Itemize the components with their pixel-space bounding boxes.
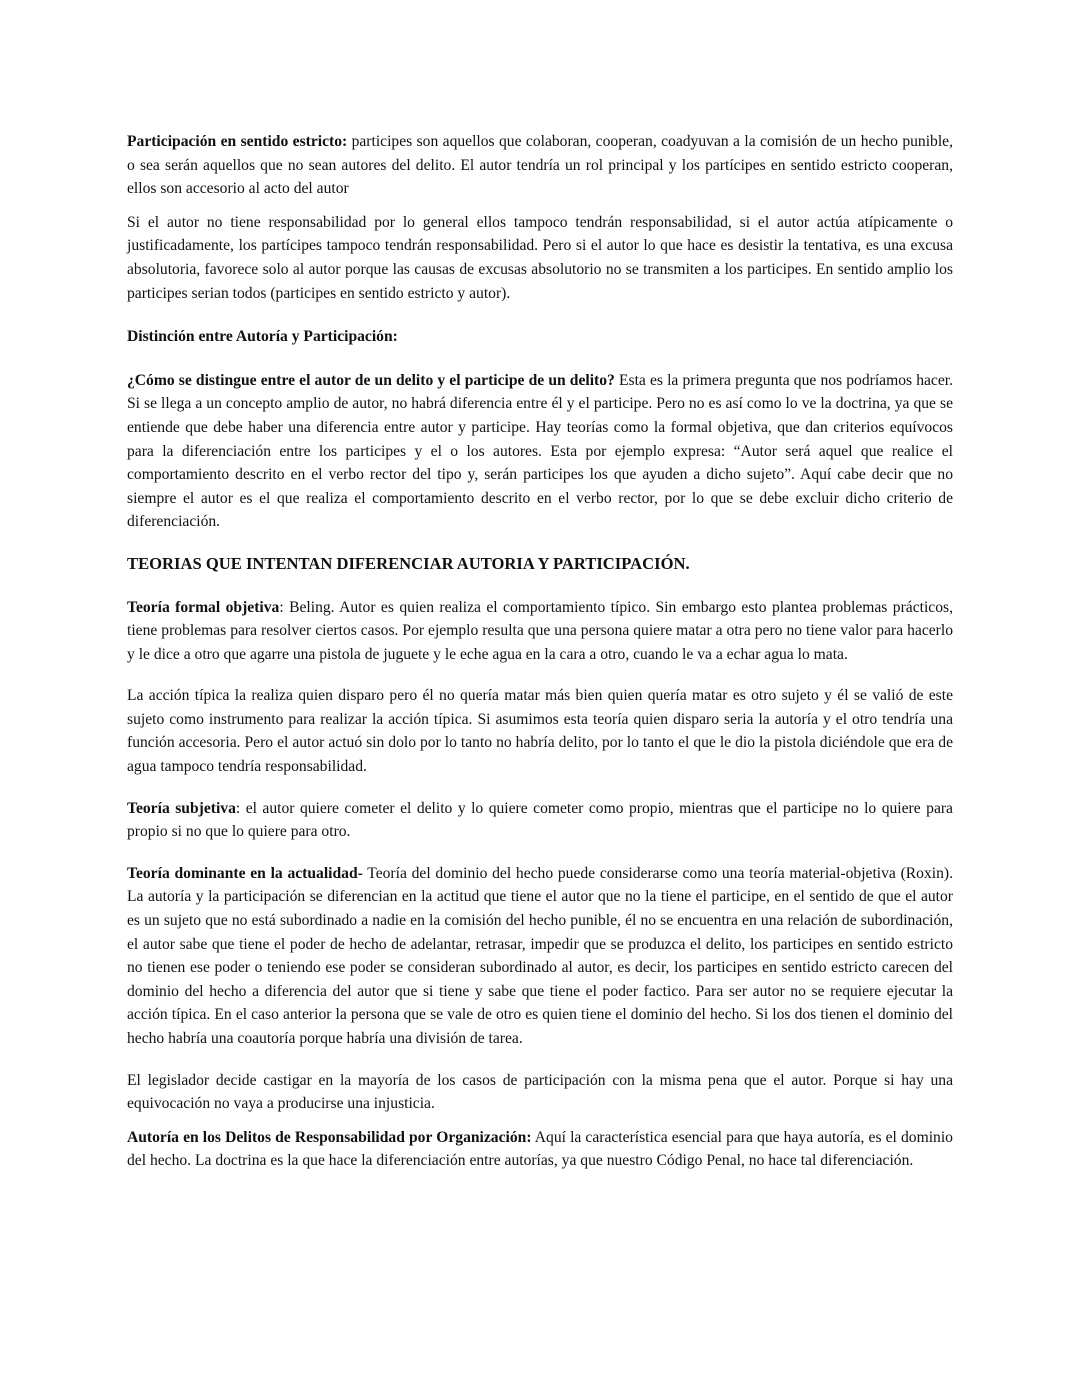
- paragraph-lead: Teoría dominante en la actualidad-: [127, 864, 363, 882]
- paragraph-como-distingue: [127, 369, 953, 534]
- document-page: [127, 130, 953, 1173]
- section-heading-distincion: Distinción entre Autoría y Participación:: [127, 328, 398, 346]
- paragraph-autoria-organizacion: [127, 1126, 953, 1173]
- paragraph-participacion-estricto: [127, 130, 953, 201]
- paragraph-lead: ¿Cómo se distingue entre el autor de un delito y el participe de un delito?: [127, 371, 615, 389]
- paragraph-lead: Teoría formal objetiva: [127, 598, 280, 616]
- paragraph-lead: Autoría en los Delitos de Responsabilidad por Organización:: [127, 1128, 532, 1146]
- paragraph-lead: Teoría subjetiva: [127, 799, 236, 817]
- paragraph-text: : Beling. Autor es quien realiza el comportamiento típico. Sin embargo esto plantea problemas prácticos, tiene problemas para resolver ciertos casos. Por ejemplo resulta que una persona quiere matar a otra pero no tiene valor para hacerlo y le dice a otro que agarre una pistola de juguete y le eche agua en la cara a otro, cuando le va a echar agua lo mata.: [127, 598, 953, 663]
- paragraph-accion-tipica: [127, 684, 953, 778]
- paragraph-teoria-formal-objetiva: [127, 596, 953, 667]
- paragraph-responsabilidad: [127, 211, 953, 305]
- paragraph-text: Teoría del dominio del hecho puede considerarse como una teoría material-objetiva (Roxin). La autoría y la participación se diferencian en la actitud que tiene el autor que no la tiene el participe, en el sentido de que el autor es un sujeto que no está subordinado a nadie en la comisión del hecho punible, él no se encuentra en una relación de subordinación, el autor sabe que tiene el poder de hecho de adelantar, retrasar, impedir que se produzca el delito, los participes en sentido estricto no tienen ese poder o teniendo ese poder se consideran subordinado al autor, es decir, los participes en sentido estricto carecen del dominio del hecho a diferencia del autor que si tiene y sabe que tiene el poder factico. Para ser autor no se requiere ejecutar la acción típica. En el caso anterior la persona que se vale de otro es quien tiene el dominio del hecho. Si los dos tienen el dominio del hecho habría una coautoría porque habría una división de tarea.: [127, 864, 953, 1047]
- paragraph-lead: Participación en sentido estricto:: [127, 133, 348, 150]
- paragraph-text: Esta es la primera pregunta que nos podríamos hacer. Si se llega a un concepto amplio de autor, no habrá diferencia entre él y el participe. Pero no es así como lo ve la doctrina, ya que se entiende que debe haber una diferencia entre autor y participe. Hay teorías como la formal objetiva, que dan criterios equívocos para la diferenciación entre los participes y el o los autores. Esta por ejemplo expresa: “Autor será aquel que realice el comportamiento descrito en el verbo rector del tipo y, serán participes los que ayuden a dicho sujeto”. Aquí cabe decir que no siempre el autor es el que realiza el comportamiento descrito en el verbo rector, por lo que se debe excluir dicho criterio de diferenciación.: [127, 371, 953, 531]
- paragraph-text: La acción típica la realiza quien disparo pero él no quería matar más bien quien quería matar es otro sujeto y él se valió de este sujeto como instrumento para realizar la acción típica. Si asumimos esta teoría quien disparo seria la autoría y el otro tendría una función accesoria. Pero el autor actuó sin dolo por lo tanto no habría delito, por lo tanto el que le dio la pistola diciéndole que era de agua tampoco tendría responsabilidad.: [127, 687, 953, 776]
- paragraph-text: El legislador decide castigar en la mayoría de los casos de participación con la misma pena que el autor. Porque si hay una equivocación no vaya a producirse una injusticia.: [127, 1071, 953, 1113]
- paragraph-text: : el autor quiere cometer el delito y lo quiere cometer como propio, mientras que el participe no lo quiere para propio si no que lo quiere para otro.: [127, 799, 953, 841]
- section-heading-teorias: TEORIAS QUE INTENTAN DIFERENCIAR AUTORIA Y PARTICIPACIÓN.: [127, 553, 690, 573]
- paragraph-teoria-dominante: [127, 862, 953, 1051]
- paragraph-text: Si el autor no tiene responsabilidad por lo general ellos tampoco tendrán responsabilidad, si el autor actúa atípicamente o justificadamente, los partícipes tampoco tendrán responsabilidad. Pero si el autor lo que hace es desistir la tentativa, es una excusa absolutoria, favorece solo al autor porque las causas de excusas absolutorio no se transmiten a los participes. En sentido amplio los participes serian todos (participes en sentido estricto y autor).: [127, 213, 953, 302]
- paragraph-legislador: [127, 1069, 953, 1116]
- paragraph-teoria-subjetiva: [127, 797, 953, 844]
- paragraph-text: Aquí la característica esencial para que haya autoría, es el dominio del hecho. La doctrina es la que hace la diferenciación entre autorías, ya que nuestro Código Penal, no hace tal diferenciación.: [127, 1128, 953, 1170]
- paragraph-text: participes son aquellos que colaboran, cooperan, coadyuvan a la comisión de un hecho punible, o sea serán aquellos que no sean autores del delito. El autor tendría un rol principal y los partícipes en sentido estricto cooperan, ellos son accesorio al acto del autor: [127, 133, 953, 198]
